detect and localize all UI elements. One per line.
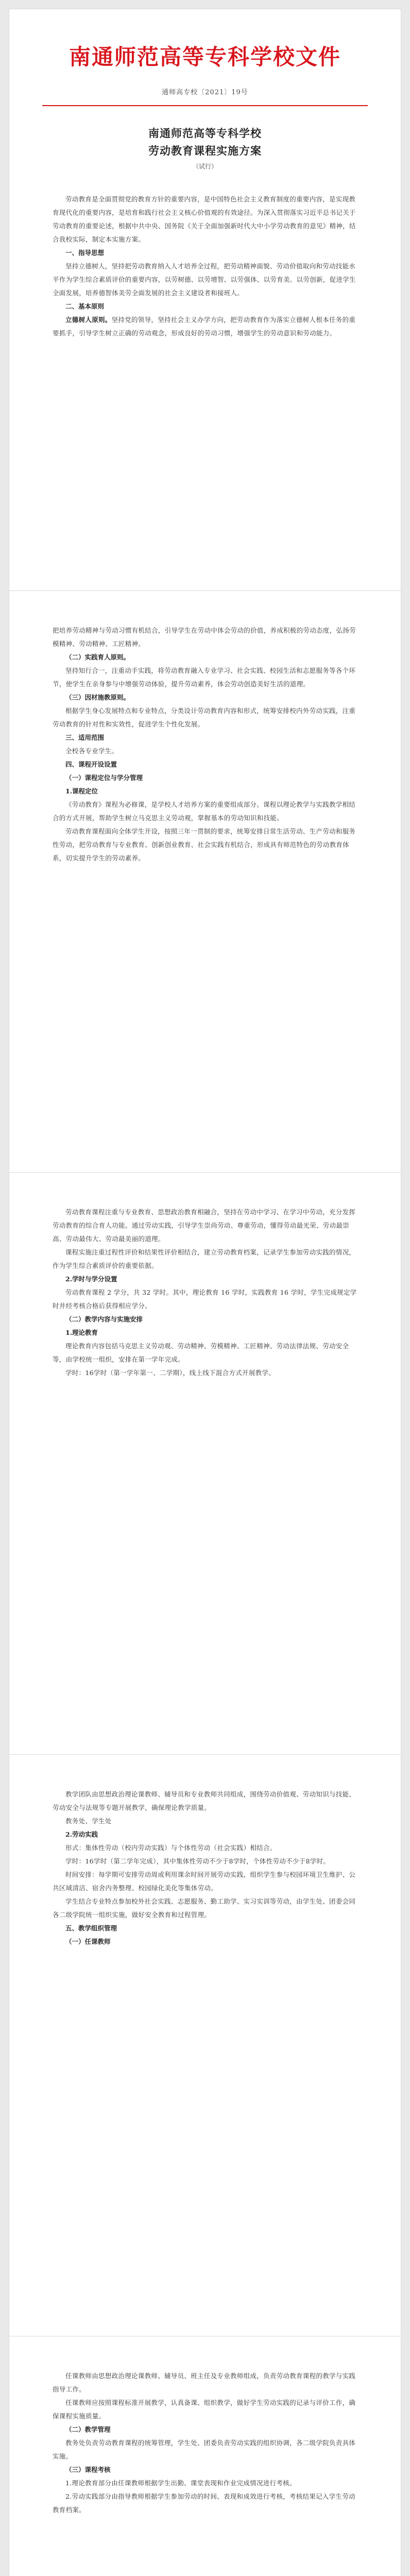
- page-4-content: [53, 1788, 357, 1948]
- paragraph: 坚持立德树人，坚持把劳动教育纳入人才培养全过程，把劳动精神面貌、劳动价值取向和劳动技能水平作为学生综合素质评价的重要内容，以劳树德、以劳增智、以劳强体、以劳育美、以劳创新，促进学生全面发展，培养德智体美劳全面发展的社会主义建设者和接班人。: [53, 262, 356, 297]
- paragraph: 根据学生身心发展特点和专业特点，分类设计劳动教育内容和形式，统筹安排校内外劳动实践，注重劳动教育的针对性和实效性，促进学生个性化发展。: [53, 707, 356, 728]
- section-heading: 四、课程开设设置: [65, 760, 117, 768]
- paragraph: 2.劳动实践部分由指导教师根据学生参加劳动的时间、表现和成效进行考核，考核结果记入学生劳动教育档案。: [53, 2493, 355, 2514]
- document-red-header: 南通师范高等专科学校文件: [69, 44, 341, 70]
- section-heading: 五、教学组织管理: [65, 1924, 117, 1932]
- subsection-heading: 1.课程定位: [65, 787, 98, 795]
- subsection-heading: （二）教学内容与实施安排: [65, 1315, 143, 1323]
- paragraph: 学时：16学时（第一学年第一、二学期），线上线下混合方式开展教学。: [65, 1369, 276, 1377]
- page-1: [9, 9, 401, 592]
- subsection-heading: （一）课程定位与学分管理: [65, 774, 143, 782]
- page-1-content: [53, 193, 357, 340]
- section-heading: 二、基本原则: [65, 302, 105, 310]
- paragraph: 劳动教育课程面向全体学生开设，按照三年一贯制的要求，统筹安排日常生活劳动、生产劳动和服务性劳动，把劳动教育与专业教育、创新创业教育、社会实践有机结合，形成具有师范特色的劳动教育体系，切实提升学生的劳动素养。: [53, 827, 356, 862]
- subsection-heading: 2.劳动实践: [65, 1831, 98, 1838]
- paragraph: 教务处负责劳动教育课程的统筹管理，学生处、团委负责劳动实践的组织协调，各二级学院负责具体实施。: [53, 2439, 356, 2460]
- page-4: [9, 1755, 401, 2338]
- inline-text: 坚持党的领导，坚持社会主义办学方向，把劳动教育作为落实立德树人根本任务的重要抓手，引导学生树立正确的劳动观念，形成良好的劳动习惯，增强学生的劳动意识和劳动能力。: [53, 316, 356, 337]
- red-divider: [42, 105, 368, 106]
- paragraph: 理论教育内容包括马克思主义劳动观、劳动精神、劳模精神、工匠精神、劳动法律法规、劳动安全等，由学校统一组织，安排在第一学年完成。: [53, 1342, 349, 1363]
- subsection-heading: （一）任课教师: [65, 1938, 111, 1945]
- page-2-content: [53, 624, 357, 865]
- paragraph: 《劳动教育》课程为必修课，是学校人才培养方案的重要组成部分。课程以理论教学与实践教学相结合的方式开展，帮助学生树立马克思主义劳动观，掌握基本的劳动知识和技能。: [53, 801, 356, 822]
- title-line-2: 劳动教育课程实施方案: [148, 144, 262, 157]
- page-2: [9, 591, 401, 1174]
- paragraph: 形式：集体性劳动（校内劳动实践）与个体性劳动（社会实践）相结合。: [65, 1844, 277, 1852]
- paragraph: 任课教师由思想政治理论课教师、辅导员、班主任及专业教师组成，负责劳动教育课程的教学与实践指导工作。: [53, 2372, 356, 2393]
- title-note: （试行）: [192, 163, 217, 170]
- paragraph: 1.理论教育部分由任课教师根据学生出勤、课堂表现和作业完成情况进行考核。: [65, 2479, 296, 2487]
- page-3: [9, 1173, 401, 1756]
- title-line-1: 南通师范高等专科学校: [148, 127, 262, 140]
- paragraph: 学时：16学时（第二学年完成），其中集体性劳动不少于8学时，个体性劳动不少于8学时。: [65, 1857, 330, 1865]
- paragraph: 时间安排：每学期可安排劳动周或利用课余时间开展劳动实践，组织学生参与校园环境卫生维护、公共区域清洁、宿舍内务整理、校园绿化美化等集体劳动。: [53, 1871, 356, 1892]
- subsection-heading: 1.理论教育: [65, 1329, 98, 1336]
- paragraph: [53, 313, 357, 340]
- subsection-heading: （二）教学管理: [65, 2426, 111, 2433]
- paragraph: 学生结合专业特点参加校外社会实践、志愿服务、勤工助学、实习实训等劳动，由学生处、团委会同各二级学院统一组织实施，做好安全教育和过程管理。: [53, 1897, 356, 1919]
- section-heading: 三、适用范围: [65, 734, 105, 741]
- paragraph: 劳动教育是全面贯彻党的教育方针的重要内容，是中国特色社会主义教育制度的重要内容，是实现教育现代化的重要内容，是培育和践行社会主义核心价值观的有效途径。为深入贯彻落实习近平总书记关于劳动教育的重要论述，根据中共中央、国务院《关于全面加强新时代大中小学劳动教育的意见》精神，结合我校实际，制定本实施方案。: [53, 195, 356, 243]
- document-title-block: [9, 125, 401, 173]
- subsection-heading: （三）课程考核: [65, 2466, 111, 2473]
- paragraph: 坚持知行合一，注重动手实践，将劳动教育融入专业学习、社会实践、校园生活和志愿服务等各个环节，使学生在亲身参与中增强劳动体验，提升劳动素养，体会劳动创造美好生活的道理。: [53, 667, 356, 688]
- paragraph: 教务处、学生处: [65, 1817, 112, 1825]
- page-5: [9, 2336, 401, 2576]
- paragraph: 课程实施注重过程性评价和结果性评价相结合，建立劳动教育档案，记录学生参加劳动实践的情况，作为学生综合素质评价的重要依据。: [53, 1248, 356, 1269]
- subsection-heading: （二）实践育人原则。: [65, 653, 130, 661]
- paragraph: 把培养劳动精神与劳动习惯有机结合，引导学生在劳动中体会劳动的价值，养成积极的劳动态度，弘扬劳模精神、劳动精神、工匠精神。: [53, 626, 356, 648]
- subsection-heading: 2.学时与学分设置: [65, 1275, 117, 1283]
- document-number: 通师高专校〔2021〕19号: [162, 89, 248, 96]
- paragraph: 任课教师应按照课程标准开展教学，认真备课、组织教学，做好学生劳动实践的记录与评价工作，确保课程实施质量。: [53, 2399, 356, 2420]
- paragraph: 全校各专业学生。: [65, 747, 118, 755]
- section-heading: 一、指导思想: [65, 249, 105, 257]
- subsection-heading: （三）因材施教原则。: [65, 693, 130, 701]
- paragraph: 劳动教育课程 2 学分，共 32 学时。其中，理论教育 16 学时，实践教育 16 学时，学生完成规定学时并经考核合格后获得相应学分。: [53, 1289, 357, 1310]
- page-5-content: [53, 2369, 357, 2517]
- paragraph: 教学团队由思想政治理论课教师、辅导员和专业教师共同组成，围绕劳动价值观、劳动知识与技能、劳动安全与法规等专题开展教学，确保理论教学质量。: [53, 1790, 356, 1811]
- inline-heading: 立德树人原则。: [65, 316, 112, 324]
- page-3-content: [53, 1206, 357, 1380]
- paragraph: 劳动教育课程注重与专业教育、思想政治教育相融合，坚持在劳动中学习、在学习中劳动，充分发挥劳动教育的综合育人功能。通过劳动实践，引导学生崇尚劳动、尊重劳动，懂得劳动最光荣、劳动最崇高、劳动最伟大、劳动最美丽的道理。: [53, 1208, 356, 1243]
